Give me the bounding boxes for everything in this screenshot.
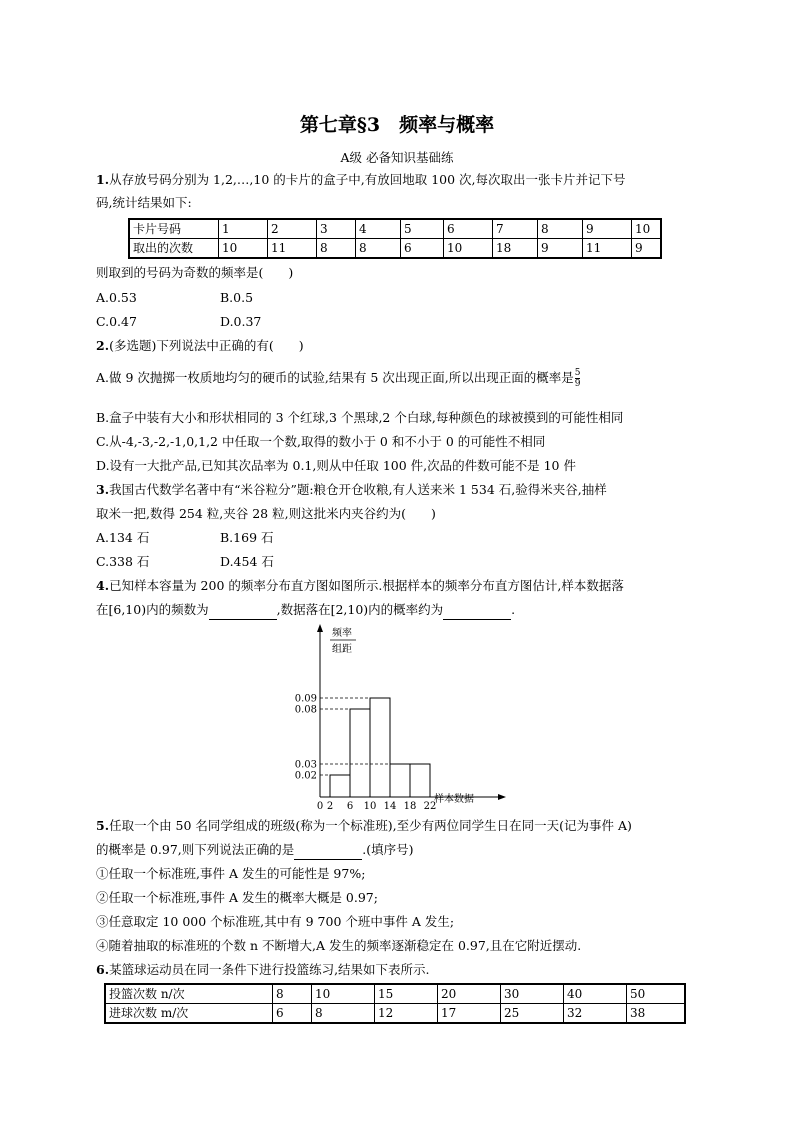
- histogram-bar: [410, 764, 430, 797]
- q3-option-a: A.134 石: [96, 530, 150, 545]
- y-label-top: 频率: [332, 628, 352, 639]
- table-cell: 30: [501, 984, 564, 1004]
- table-cell: 9: [583, 219, 632, 239]
- table-cell: 1: [219, 219, 268, 239]
- q1-option-b: B.0.5: [220, 290, 254, 305]
- table-cell: 8: [312, 1004, 375, 1024]
- q3-number: 3.: [96, 482, 110, 497]
- q5-item-4: ④随着抽取的标准班的个数 n 不断增大,A 发生的频率逐渐稳定在 0.97,且在它附近摆动.: [96, 938, 582, 953]
- q4-number: 4.: [96, 578, 110, 593]
- fraction: [575, 368, 581, 389]
- table-cell: 8: [273, 984, 312, 1004]
- y-tick-label: 0.02: [294, 770, 317, 782]
- q1-option-d: D.0.37: [220, 314, 262, 329]
- histogram-bar: [350, 709, 370, 797]
- q1-option-c: C.0.47: [96, 314, 137, 329]
- table-cell: 5: [401, 219, 444, 239]
- section-level: A级 必备知识基础练: [340, 150, 454, 165]
- x-axis-arrow: [498, 794, 506, 800]
- q4-blank-1[interactable]: [209, 601, 277, 620]
- q1-line1: [96, 171, 626, 189]
- table-cell: 10: [632, 219, 662, 239]
- table-cell: 8: [356, 239, 401, 259]
- q2-option-b: B.盒子中装有大小和形状相同的 3 个红球,3 个黑球,2 个白球,每种颜色的球被摸到的可能性相同: [96, 410, 624, 425]
- q6-table-data-row: [105, 1004, 685, 1024]
- table-cell: 8: [538, 219, 583, 239]
- q1-option-a: A.0.53: [96, 290, 137, 305]
- q4-text2c: .: [511, 602, 516, 617]
- x-tick-label: 10: [363, 801, 377, 810]
- q6-table-header-row: [105, 984, 685, 1004]
- q5-text2a: 的概率是 0.97,则下列说法正确的是: [96, 842, 295, 857]
- table-cell: 40: [564, 984, 627, 1004]
- table-cell: 进球次数 m/次: [105, 1004, 273, 1024]
- x-tick-label: 22: [423, 801, 437, 810]
- q4-text1: 已知样本容量为 200 的频率分布直方图如图所示.根据样本的频率分布直方图估计,样本数据落: [109, 578, 624, 593]
- q1-table-data-row: [129, 239, 661, 259]
- q4-text2a: 在[6,10)内的频数为: [96, 602, 209, 617]
- x-tick-label: 0: [316, 801, 324, 810]
- page-title: 第七章§3 频率与概率: [299, 114, 495, 136]
- table-cell: 9: [538, 239, 583, 259]
- table-cell: 15: [375, 984, 438, 1004]
- table-cell: 32: [564, 1004, 627, 1024]
- x-axis-label: 样本数据: [434, 794, 474, 805]
- q6-line: [96, 961, 430, 979]
- y-tick-label: 0.08: [294, 704, 317, 716]
- q6-number: 6.: [96, 962, 110, 977]
- q6-table: [104, 983, 686, 1024]
- table-cell: 8: [317, 239, 356, 259]
- q4-line2: [96, 601, 515, 620]
- table-cell: 投篮次数 n/次: [105, 984, 273, 1004]
- q5-blank[interactable]: [294, 841, 362, 860]
- frequency-histogram: [290, 622, 510, 810]
- table-cell: 6: [401, 239, 444, 259]
- q6-text: 某篮球运动员在同一条件下进行投篮练习,结果如下表所示.: [109, 962, 430, 977]
- y-tick-label: 0.03: [294, 759, 317, 771]
- table-cell: 18: [493, 239, 538, 259]
- histogram-bar: [390, 764, 410, 797]
- fraction-numerator: 5: [574, 368, 581, 378]
- q3-text2: 取米一把,数得 254 粒,夹谷 28 粒,则这批米内夹谷约为( ): [96, 506, 436, 521]
- table-cell: 4: [356, 219, 401, 239]
- table-cell: 38: [627, 1004, 686, 1024]
- q2-option-d: D.设有一大批产品,已知其次品率为 0.1,则从中任取 100 件,次品的件数可能不是 10 件: [96, 458, 576, 473]
- table-cell: 2: [268, 219, 317, 239]
- q1-table: [128, 218, 662, 259]
- table-cell: 10: [219, 239, 268, 259]
- q5-text1: 任取一个由 50 名同学组成的班级(称为一个标准班),至少有两位同学生日在同一天(记为事件 A): [109, 818, 632, 833]
- q4-text2b: ,数据落在[2,10)内的概率约为: [276, 602, 444, 617]
- q1-number: 1.: [96, 172, 110, 187]
- q3-line1: [96, 481, 607, 499]
- table-cell: 25: [501, 1004, 564, 1024]
- q5-text2b: .(填序号): [362, 842, 414, 857]
- q5-item-3: ③任意取定 10 000 个标准班,其中有 9 700 个班中事件 A 发生;: [96, 914, 455, 929]
- q2-text: (多选题)下列说法中正确的有( ): [109, 338, 304, 353]
- q5-item-1: ①任取一个标准班,事件 A 发生的可能性是 97%;: [96, 866, 366, 881]
- table-cell: 12: [375, 1004, 438, 1024]
- q5-line1: [96, 817, 632, 835]
- q4-line1: [96, 577, 624, 595]
- table-cell: 20: [438, 984, 501, 1004]
- table-cell: 11: [583, 239, 632, 259]
- q5-number: 5.: [96, 818, 110, 833]
- y-tick-label: 0.09: [294, 693, 317, 705]
- table-cell: 9: [632, 239, 662, 259]
- q3-option-d: D.454 石: [220, 554, 274, 569]
- x-tick-label: 2: [326, 801, 334, 810]
- q1-text2: 码,统计结果如下:: [96, 195, 192, 210]
- x-tick-label: 6: [346, 801, 354, 810]
- q2-option-c: C.从-4,-3,-2,-1,0,1,2 中任取一个数,取得的数小于 0 和不小于 0 的可能性不相同: [96, 434, 546, 449]
- y-axis-arrow: [317, 624, 323, 632]
- y-label-bottom: 组距: [332, 644, 352, 655]
- table-cell: 17: [438, 1004, 501, 1024]
- table-cell: 10: [444, 239, 493, 259]
- q4-blank-2[interactable]: [443, 601, 511, 620]
- q2-option-a: A.做 9 次抛掷一枚质地均匀的硬币的试验,结果有 5 次出现正面,所以出现正面的概率是: [96, 370, 574, 385]
- x-tick-label: 18: [403, 801, 417, 810]
- table-cell: 7: [493, 219, 538, 239]
- q2-option-a-line: [96, 368, 580, 389]
- table-cell: 10: [312, 984, 375, 1004]
- q2-line: [96, 337, 304, 355]
- table-cell: 50: [627, 984, 686, 1004]
- q1-text1: 从存放号码分别为 1,2,…,10 的卡片的盒子中,有放回地取 100 次,每次取出一张卡片并记下号: [109, 172, 626, 187]
- q3-text1: 我国古代数学名著中有“米谷粒分”题:粮仓开仓收粮,有人送来米 1 534 石,验得米夹谷,抽样: [109, 482, 607, 497]
- q3-option-b: B.169 石: [220, 530, 274, 545]
- table-cell: 6: [444, 219, 493, 239]
- table-cell: 取出的次数: [129, 239, 219, 259]
- table-cell: 11: [268, 239, 317, 259]
- histogram-bar: [370, 698, 390, 797]
- table-cell: 6: [273, 1004, 312, 1024]
- q2-number: 2.: [96, 338, 110, 353]
- q1-table-header-row: [129, 219, 661, 239]
- table-cell: 3: [317, 219, 356, 239]
- q3-option-c: C.338 石: [96, 554, 150, 569]
- q1-question: 则取到的号码为奇数的频率是( ): [96, 265, 294, 280]
- q5-line2: [96, 841, 414, 860]
- histogram-bar: [330, 775, 350, 797]
- table-cell: 卡片号码: [129, 219, 219, 239]
- q5-item-2: ②任取一个标准班,事件 A 发生的概率大概是 0.97;: [96, 890, 378, 905]
- fraction-denominator: 9: [574, 379, 581, 389]
- x-tick-label: 14: [383, 801, 397, 810]
